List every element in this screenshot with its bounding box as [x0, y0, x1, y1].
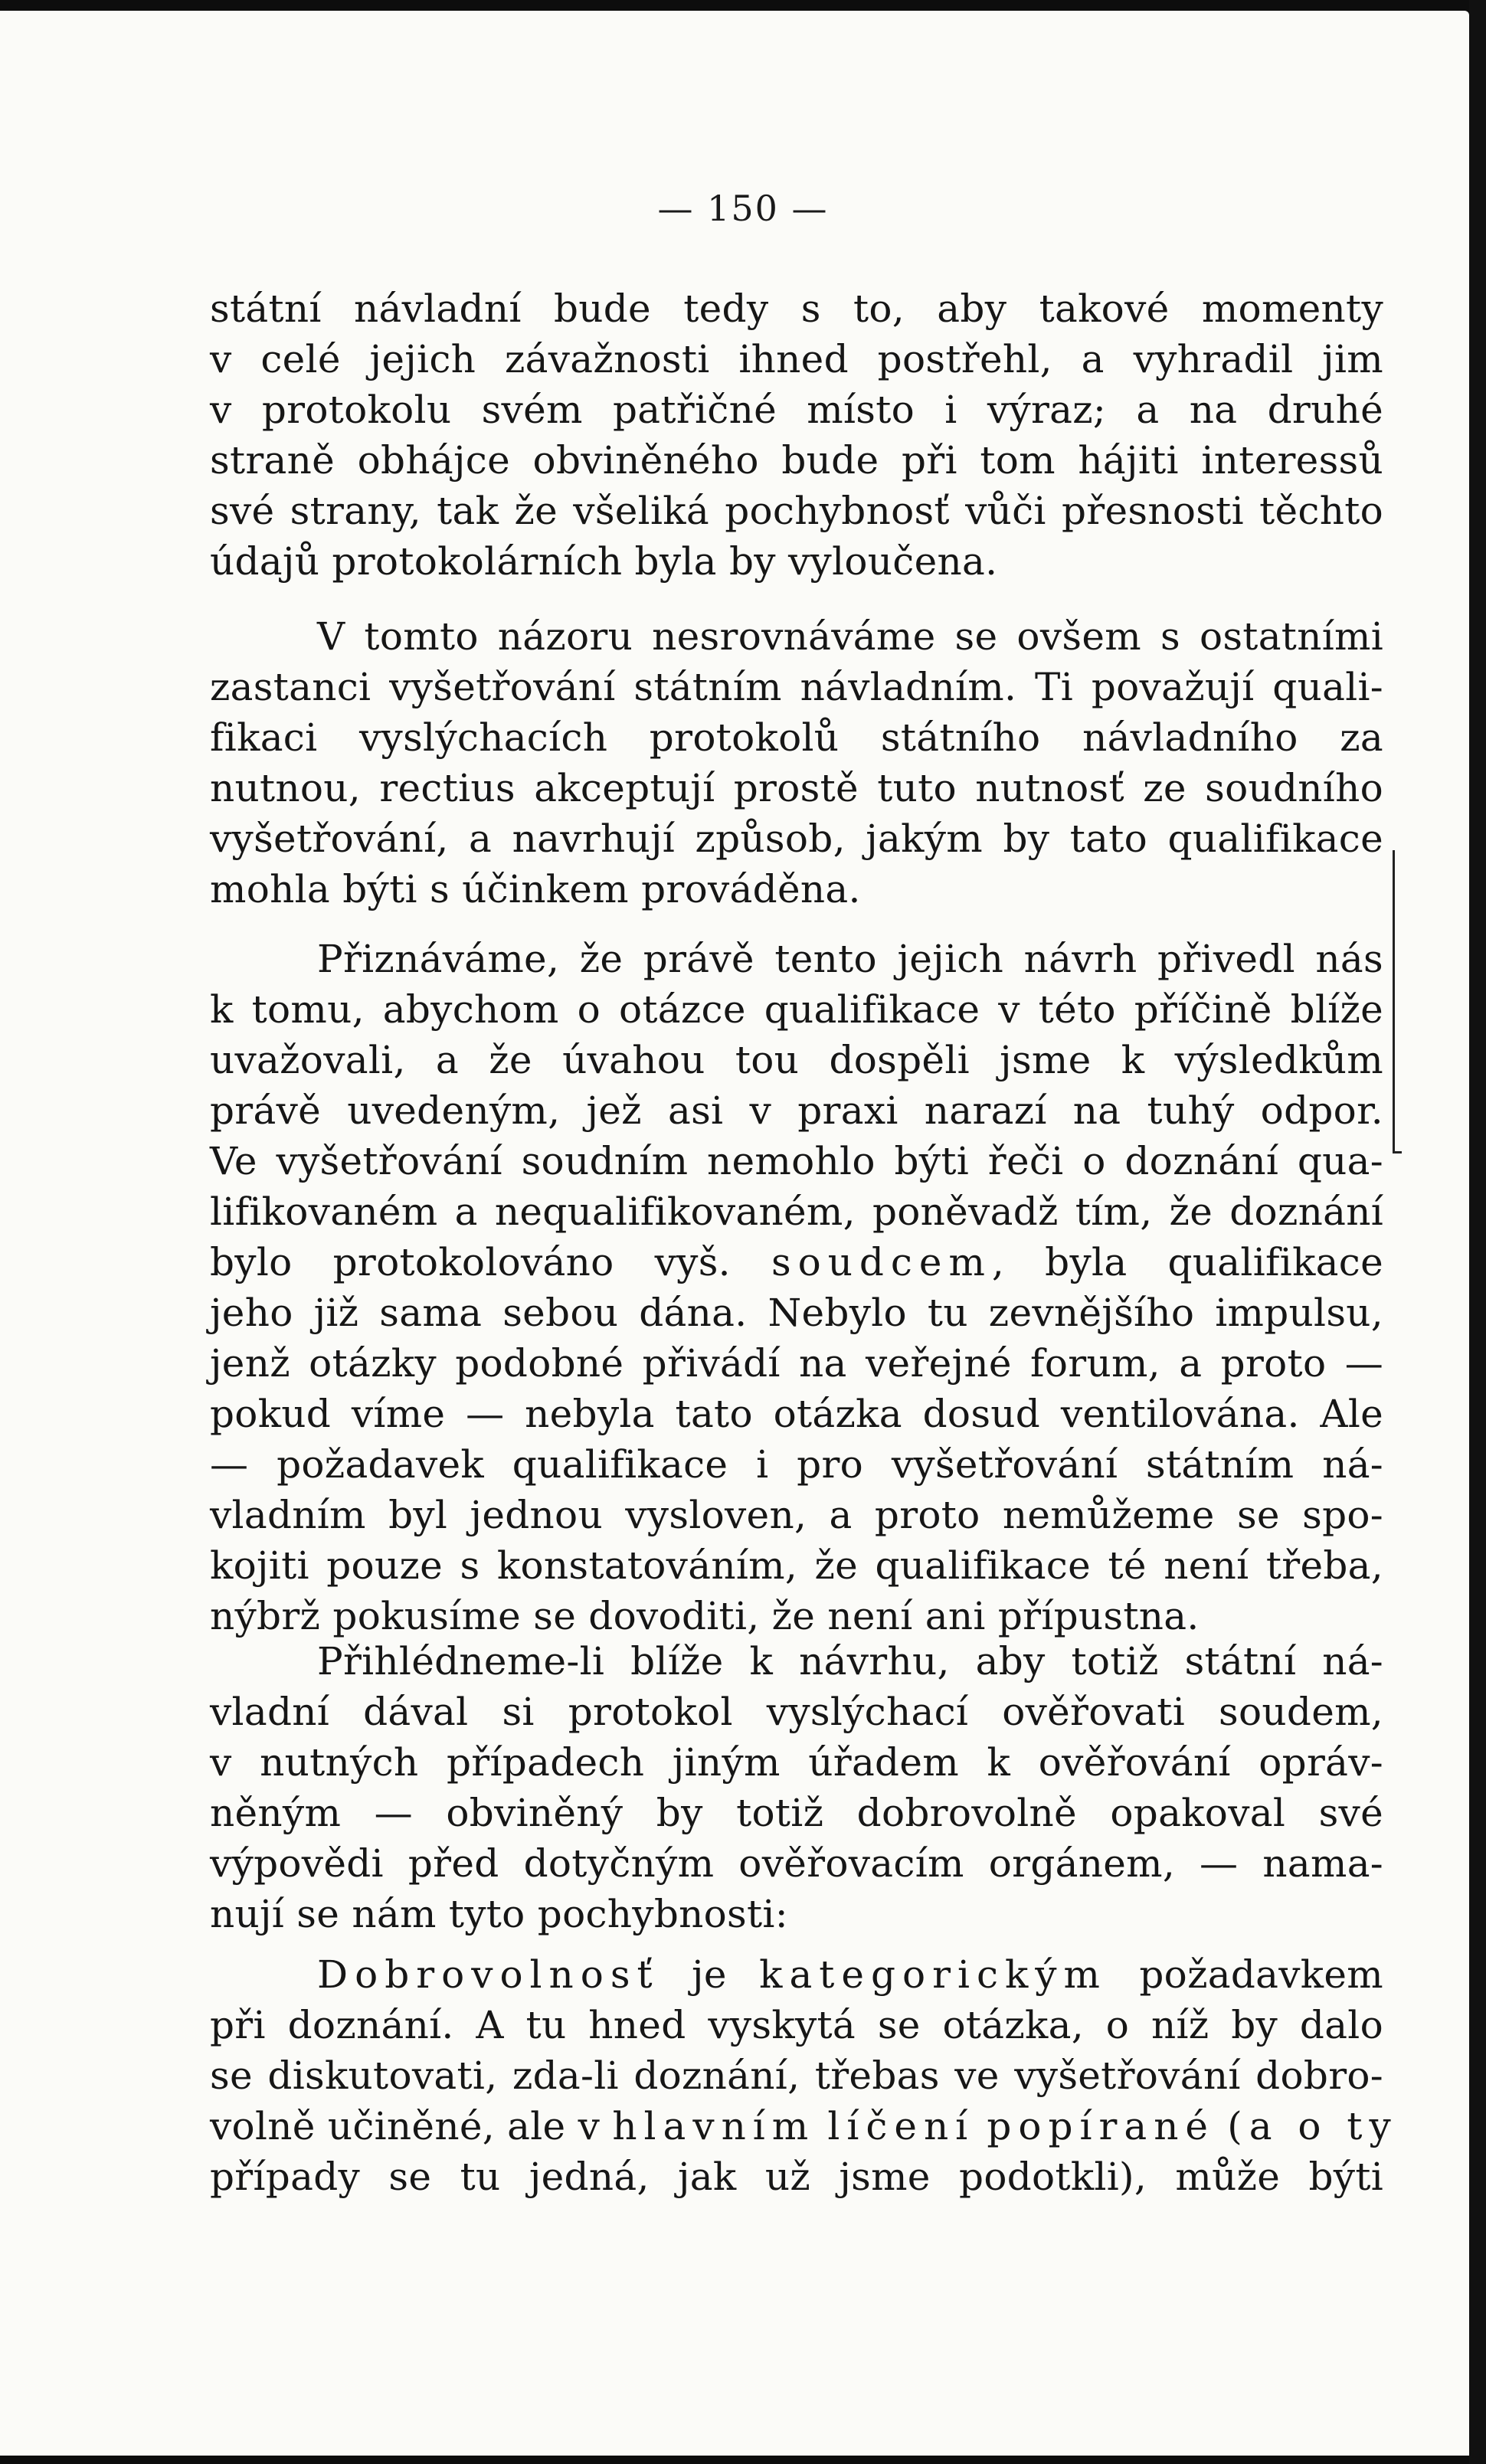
text-line: právě uvedeným, jež asi v praxi narazí na tuhý odpor. [210, 1088, 1383, 1133]
text-line: straně obhájce obviněného bude při tom hájiti interessů [210, 438, 1383, 483]
text-line: bylo protokolováno vyš. soudcem, byla qualifikace [210, 1240, 1383, 1284]
text-line: mohla býti s účinkem prováděna. [210, 867, 861, 911]
paragraph-2 [210, 611, 1383, 915]
text-line: Přiznáváme, že právě tento jejich návrh přivedl nás [317, 937, 1383, 981]
text-line: své strany, tak že všeliká pochybnosť vůči přesnosti těchto [210, 489, 1383, 533]
text-line: vyšetřování, a navrhují způsob, jakým by tato qualifikace [210, 816, 1383, 861]
text-line: údajů protokolárních byla by vyloučena. [210, 539, 998, 584]
text-line: uvažovali, a že úvahou tou dospěli jsme k výsledkům [210, 1038, 1383, 1082]
text-line: v nutných případech jiným úřadem k ověřování opráv- [210, 1740, 1383, 1785]
text-line: k tomu, abychom o otázce qualifikace v této příčině blíže [210, 987, 1383, 1032]
page-edge-shadow [1469, 0, 1486, 2464]
text-line: při doznání. A tu hned vyskytá se otázka, o níž by dalo [210, 2003, 1383, 2047]
paragraph-3 [210, 934, 1383, 1641]
text-line: případy se tu jedná, jak už jsme podotkli), může býti [210, 2155, 1383, 2199]
text-line: volně učiněné, ale v hlavním líčení popírané (a o ty [210, 2104, 1398, 2148]
text-line: něným — obviněný by totiž dobrovolně opakoval své [210, 1791, 1383, 1835]
text-line: nují se nám tyto pochybnosti: [210, 1892, 788, 1936]
text-line: — požadavek qualifikace i pro vyšetřování státním ná- [210, 1442, 1383, 1487]
text-line: pokud víme — nebyla tato otázka dosud ventilována. Ale [210, 1392, 1383, 1436]
text-line: se diskutovati, zda-li doznání, třebas ve vyšetřování dobro- [210, 2053, 1383, 2098]
text-line: vladním byl jednou vysloven, a proto nemůžeme se spo- [210, 1493, 1383, 1537]
text-line: Ve vyšetřování soudním nemohlo býti řeči o doznání qua- [210, 1139, 1383, 1183]
text-line: Přihlédneme-li blíže k návrhu, aby totiž státní ná- [317, 1639, 1383, 1684]
text-line: jeho již sama sebou dána. Nebylo tu zevnějšího impulsu, [210, 1291, 1383, 1335]
text-line: kojiti pouze s konstatováním, že qualifikace té není třeba, [210, 1543, 1383, 1588]
text-line: lifikovaném a nequalifikovaném, poněvadž tím, že doznání [210, 1189, 1383, 1234]
text-line: v protokolu svém patřičné místo i výraz; a na druhé [210, 388, 1383, 432]
text-line: zastanci vyšetřování státním návladním. Ti považují quali- [210, 665, 1383, 709]
text-line: fikaci vyslýchacích protokolů státního návladního za [210, 715, 1383, 760]
text-line: Dobrovolnosť je kategorickým požadavkem [317, 1952, 1383, 1997]
margin-line [1393, 850, 1395, 1153]
paragraph-4 [210, 1636, 1383, 1939]
margin-line-hook [1393, 1151, 1402, 1153]
paragraph-5 [210, 1949, 1398, 2202]
text-line: jenž otázky podobné přivádí na veřejné forum, a proto — [210, 1341, 1383, 1386]
paragraph-1 [210, 283, 1383, 587]
text-line: výpovědi před dotyčným ověřovacím orgánem, — nama- [210, 1841, 1383, 1886]
text-line: nutnou, rectius akceptují prostě tuto nutnosť ze soudního [210, 766, 1383, 810]
text-line: vladní dával si protokol vyslýchací ověřovati soudem, [210, 1690, 1383, 1734]
text-line: státní návladní bude tedy s to, aby takové momenty [210, 286, 1383, 331]
text-line: nýbrž pokusíme se dovoditi, že není ani přípustna. [210, 1594, 1200, 1638]
text-line: v celé jejich závažnosti ihned postřehl, a vyhradil jim [210, 337, 1383, 381]
page-number: — 150 — [657, 188, 829, 229]
text-line: V tomto názoru nesrovnáváme se ovšem s ostatními [317, 614, 1383, 659]
